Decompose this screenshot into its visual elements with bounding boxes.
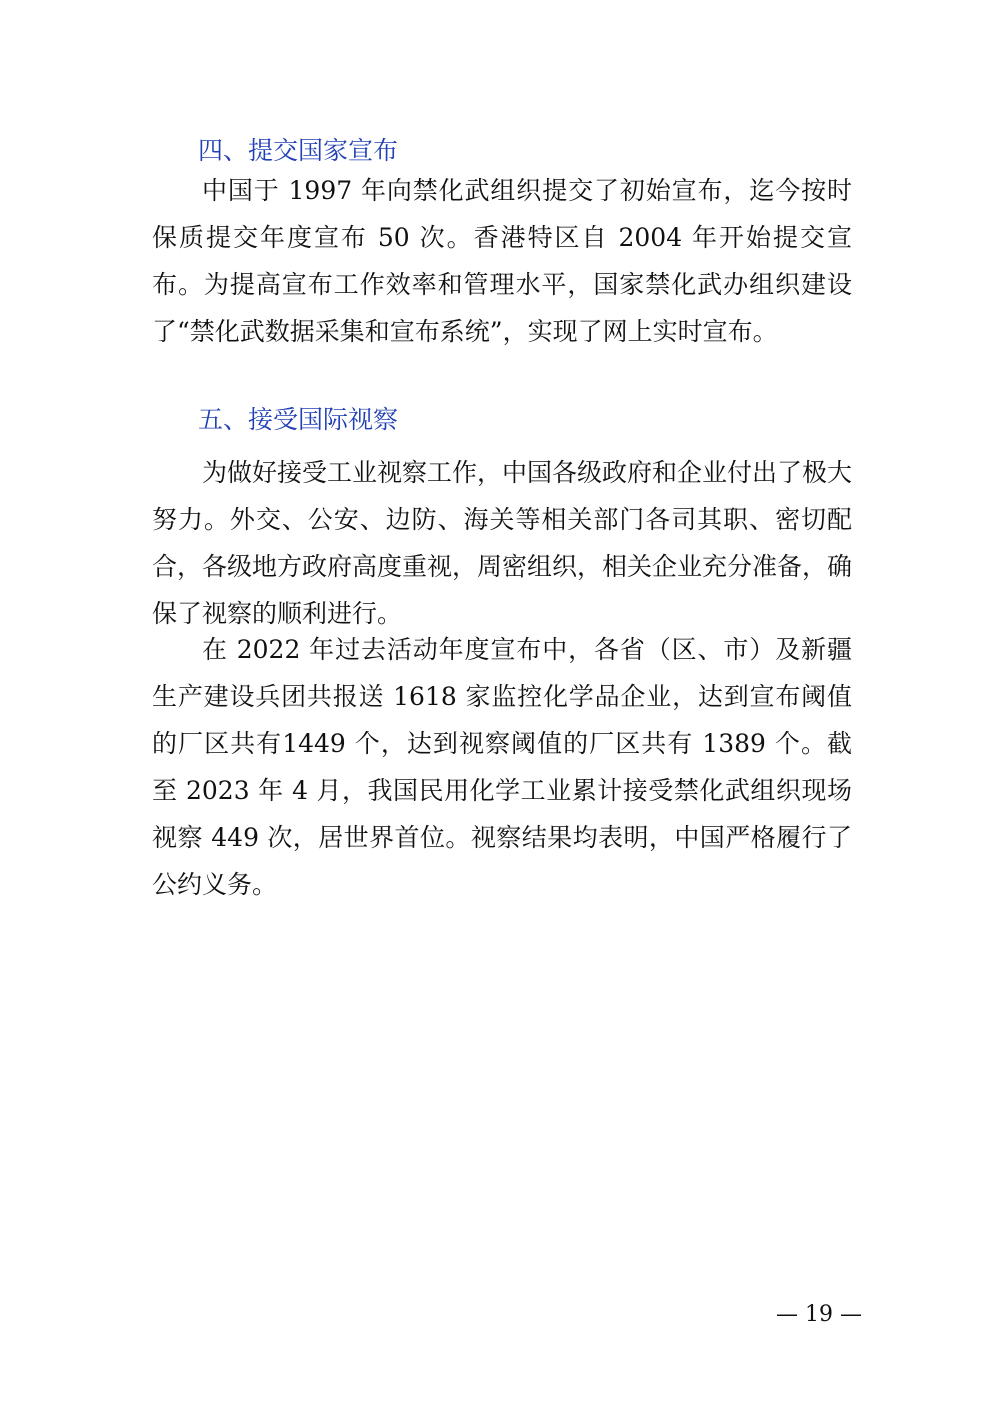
paragraph-inspection-work: 为做好接受工业视察工作，中国各级政府和企业付出了极大努力。外交、公安、边防、海关等相关部门各司其职、密切配合，各级地方政府高度重视，周密组织，相关企业充分准备，确保了视察的顺利进行。 [152,458,853,628]
section-heading-declarations: 四、提交国家宣布 [198,136,399,165]
paragraph-inspection-statistics: 在 2022 年过去活动年度宣布中，各省（区、市）及新疆生产建设兵团共报送 1618 家监控化学品企业，达到宣布阈值的厂区共有1449 个，达到视察阈值的厂区共有 1389 个。截至 2023 年 4 月，我国民用化学工业累计接受禁化武组织现场视察 449 次，居世界首位。视察结果均表明，中国严格履行了公约义务。 [152,635,852,899]
paragraph-declarations: 中国于 1997 年向禁化武组织提交了初始宣布，迄今按时保质提交年度宣布 50 次。香港特区自 2004 年开始提交宣布。为提高宣布工作效率和管理水平，国家禁化武办组织建设了“禁化武数据采集和宣布系统”，实现了网上实时宣布。 [152,176,852,346]
section-heading-inspections: 五、接受国际视察 [198,405,399,434]
page-number: — 19 — [776,1302,862,1327]
